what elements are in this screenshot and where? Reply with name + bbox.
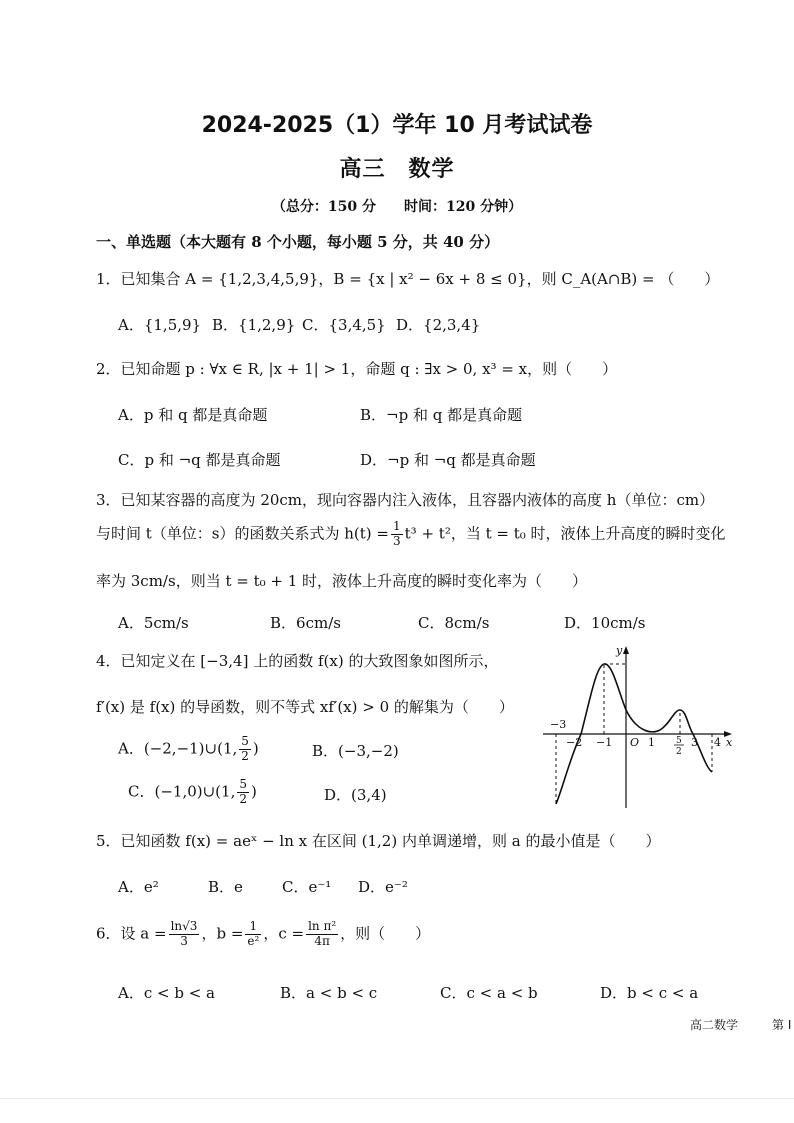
label-four: 4 xyxy=(714,736,721,749)
question-5-option-d: D．e⁻² xyxy=(358,878,408,896)
question-3-fraction-den: 3 xyxy=(393,533,401,548)
question-4-option-a-close: ) xyxy=(252,739,259,758)
question-6-option-a: A．c < b < a xyxy=(118,984,215,1002)
question-2-option-a: A．p 和 q 都是真命题 xyxy=(118,406,268,424)
label-three: 3 xyxy=(691,736,698,749)
question-1-option-c: C．{3,4,5} xyxy=(302,316,386,334)
question-5-option-b: B．e xyxy=(208,878,243,896)
question-6-stem xyxy=(96,920,430,949)
question-1-option-d: D．{2,3,4} xyxy=(396,316,481,334)
question-6-c-num: ln π² xyxy=(308,919,337,933)
question-3-stem-line1: 3．已知某容器的高度为 20cm，现向容器内注入液体，且容器内液体的高度 h（单位：cm） xyxy=(96,491,715,509)
question-2-option-b: B．¬p 和 q 都是真命题 xyxy=(360,406,523,424)
label-neg1: −1 xyxy=(596,736,613,749)
page-bottom-divider xyxy=(0,1098,794,1099)
question-3-fraction xyxy=(391,520,403,549)
question-6-fraction-b xyxy=(245,920,261,949)
question-4-option-d: D．(3,4) xyxy=(324,786,387,804)
question-4-option-a-num: 5 xyxy=(241,734,249,748)
question-6-stem-b: ，b = xyxy=(201,924,244,943)
question-6-a-num: ln√3 xyxy=(170,919,198,933)
question-2-option-c: C．p 和 ¬q 都是真命题 xyxy=(118,451,281,469)
question-5-option-c: C．e⁻¹ xyxy=(282,878,332,896)
question-3-fraction-num: 1 xyxy=(393,519,401,533)
function-graph xyxy=(538,640,738,812)
question-4-stem-line2: f′(x) 是 f(x) 的导函数，则不等式 xf′(x) > 0 的解集为（ ） xyxy=(96,698,514,716)
question-1-option-b: B．{1,2,9} xyxy=(212,316,296,334)
question-2-stem: 2．已知命题 p : ∀x ∈ R, |x + 1| > 1，命题 q : ∃x > 0, x³ = x，则（ ） xyxy=(96,360,618,378)
question-4-option-b: B．(−3,−2) xyxy=(312,742,399,760)
question-3-option-a: A．5cm/s xyxy=(118,614,189,632)
question-4-option-a-fraction xyxy=(239,735,251,764)
question-6-stem-c: ，c = xyxy=(263,924,305,943)
question-4-option-c-num: 5 xyxy=(239,777,247,791)
question-3-option-b: B．6cm/s xyxy=(270,614,341,632)
exam-subtitle: 高三 数学 xyxy=(339,157,455,182)
label-x: x xyxy=(726,736,733,749)
question-4-stem-line1: 4．已知定义在 [−3,4] 上的函数 f(x) 的大致图象如图所示， xyxy=(96,652,499,670)
question-6-fraction-a xyxy=(169,920,200,949)
question-3-stem-line2-a: 与时间 t（单位：s）的函数关系式为 h(t) = xyxy=(96,524,389,543)
label-neg2: −2 xyxy=(566,736,583,749)
question-6-b-num: 1 xyxy=(245,920,261,935)
question-6-option-c: C．c < a < b xyxy=(440,984,538,1002)
question-6-fraction-c xyxy=(306,920,338,949)
question-4-option-a xyxy=(118,735,259,764)
label-y: y xyxy=(616,644,623,657)
question-1-stem: 1．已知集合 A = {1,2,3,4,5,9}，B = {x | x² − 6x + 8 ≤ 0}，则 C_A(A∩B) = （ ） xyxy=(96,270,720,288)
label-five-half-den: 2 xyxy=(676,747,682,757)
question-6-stem-a: 6．设 a = xyxy=(96,924,167,943)
question-4-option-c-close: ) xyxy=(250,782,257,801)
question-6-stem-d: ，则（ ） xyxy=(340,924,431,943)
question-2-option-d: D．¬p 和 ¬q 都是真命题 xyxy=(360,451,536,469)
y-axis-arrow-icon xyxy=(623,646,629,654)
graph-axes xyxy=(543,646,732,808)
label-one: 1 xyxy=(648,736,655,749)
question-6-option-d: D．b < c < a xyxy=(600,984,699,1002)
question-5-stem: 5．已知函数 f(x) = aeˣ − ln x 在区间 (1,2) 内单调递增，则 a 的最小值是（ ） xyxy=(96,832,661,850)
section-heading: 一、单选题（本大题有 8 个小题，每小题 5 分，共 40 分） xyxy=(96,233,500,251)
exam-title: 2024-2025（1）学年 10 月考试试卷 xyxy=(201,113,593,138)
footer-subject: 高二数学 xyxy=(690,1018,739,1032)
exam-meta: （总分：150 分 时间：120 分钟） xyxy=(271,199,523,215)
label-neg3: −3 xyxy=(550,718,567,731)
question-1-option-a: A．{1,5,9} xyxy=(118,316,202,334)
label-origin: O xyxy=(630,736,640,749)
question-6-c-den: 4π xyxy=(314,933,330,948)
question-6-b-den: e² xyxy=(247,933,260,948)
question-4-option-a-text: A．(−2,−1)∪(1, xyxy=(118,739,238,758)
question-4-option-c-den: 2 xyxy=(239,791,247,806)
question-6-a-den: 3 xyxy=(180,933,188,948)
question-3-option-c: C．8cm/s xyxy=(418,614,490,632)
question-4-option-c xyxy=(128,778,257,807)
question-4-option-a-den: 2 xyxy=(241,748,249,763)
question-3-stem-line2-b: t³ + t²，当 t = t₀ 时，液体上升高度的瞬时变化 xyxy=(404,524,726,543)
question-3-option-d: D．10cm/s xyxy=(564,614,646,632)
label-five-half-num: 5 xyxy=(676,736,682,746)
question-3-stem-line3: 率为 3cm/s，则当 t = t₀ + 1 时，液体上升高度的瞬时变化率为（ ） xyxy=(96,572,588,590)
question-3-stem-line2 xyxy=(96,520,726,549)
question-5-option-a: A．e² xyxy=(118,878,159,896)
footer-page: 第 I xyxy=(772,1018,792,1032)
question-4-option-c-fraction xyxy=(237,778,249,807)
question-4-option-c-text: C．(−1,0)∪(1, xyxy=(128,782,236,801)
question-6-option-b: B．a < b < c xyxy=(280,984,378,1002)
